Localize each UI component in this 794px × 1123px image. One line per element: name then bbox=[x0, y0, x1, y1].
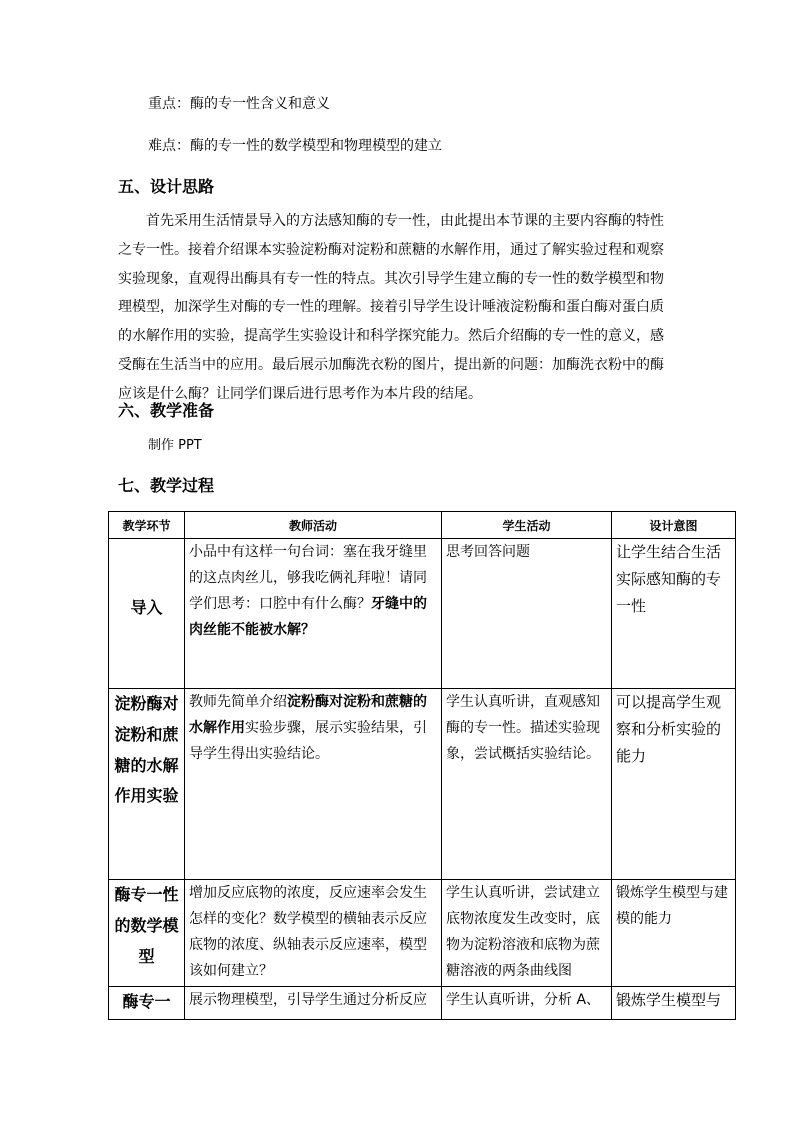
header-student: 学生活动 bbox=[442, 512, 612, 539]
table-row bbox=[109, 880, 736, 987]
teacher-text-post: 实验步骤，展示实验结果，引导学生得出实验结论。 bbox=[189, 720, 427, 762]
teacher-cell: 展示物理模型，引导学生通过分析反应 bbox=[185, 987, 442, 1020]
teacher-cell bbox=[185, 539, 442, 689]
table-row bbox=[109, 539, 736, 689]
teacher-text-pre: 教师先简单介绍 bbox=[189, 694, 287, 710]
preparation-text: 制作 PPT bbox=[148, 438, 202, 453]
difficulty-line: 难点：酶的专一性的数学模型和物理模型的建立 bbox=[148, 138, 442, 154]
stage-cell: 酶专一性的数学模型 bbox=[109, 880, 185, 987]
table-row bbox=[109, 987, 736, 1020]
header-intent: 设计意图 bbox=[612, 512, 736, 539]
intent-cell: 让学生结合生活实际感知酶的专一性 bbox=[612, 539, 736, 689]
section5-heading: 五、设计思路 bbox=[118, 177, 215, 196]
stage-cell: 酶专一 bbox=[109, 987, 185, 1020]
design-idea-paragraph: 首先采用生活情景导入的方法感知酶的专一性，由此提出本节课的主要内容酶的特性之专一性。接着介绍课本实验淀粉酶对淀粉和蔗糖的水解作用，通过了解实验过程和观察实验现象，直观得出酶具有专一性的特点。其次引导学生建立酶的专一性的数学模型和物理模型，加深学生对酶的专一性的理解。接着引导学生设计唾液淀粉酶和蛋白酶对蛋白质的水解作用的实验，提高学生实验设计和科学探究能力。然后介绍酶的专一性的意义，感受酶在生活当中的应用。最后展示加酶洗衣粉的图片，提出新的问题：加酶洗衣粉中的酶应该是什么酶？让同学们课后进行思考作为本片段的结尾。 bbox=[118, 213, 664, 402]
student-cell: 思考回答问题 bbox=[442, 539, 612, 689]
focus-line: 重点：酶的专一性含义和意义 bbox=[148, 96, 330, 112]
teaching-process-table bbox=[108, 511, 736, 1020]
stage-cell: 淀粉酶对淀粉和蔗糖的水解作用实验 bbox=[109, 689, 185, 880]
header-stage: 教学环节 bbox=[109, 512, 185, 539]
table-header-row bbox=[109, 512, 736, 539]
student-cell: 学生认真听讲，分析 A、 bbox=[442, 987, 612, 1020]
intent-cell: 锻炼学生模型与建模的能力 bbox=[612, 880, 736, 987]
teacher-text: 小品中有这样一句台词：塞在我牙缝里的这点肉丝儿，够我吃俩礼拜啦！请同学们思考：口腔中有什么酶？ bbox=[189, 544, 427, 612]
teacher-bold-text: 牙缝中的肉丝能不能被水解？ bbox=[189, 596, 427, 638]
stage-cell: 导入 bbox=[109, 539, 185, 689]
header-teacher: 教师活动 bbox=[185, 512, 442, 539]
intent-cell: 锻炼学生模型与 bbox=[612, 987, 736, 1020]
intent-cell: 可以提高学生观察和分析实验的能力 bbox=[612, 689, 736, 880]
section7-heading: 七、教学过程 bbox=[118, 476, 215, 495]
teacher-cell: 增加反应底物的浓度，反应速率会发生怎样的变化？数学模型的横轴表示反应底物的浓度、纵轴表示反应速率，模型该如何建立？ bbox=[185, 880, 442, 987]
student-cell: 学生认真听讲，直观感知酶的专一性。描述实验现象，尝试概括实验结论。 bbox=[442, 689, 612, 880]
section6-heading: 六、教学准备 bbox=[118, 401, 215, 420]
teacher-bold-text: 淀粉酶对淀粉和蔗糖的水解作用 bbox=[189, 694, 427, 736]
table-row bbox=[109, 689, 736, 880]
student-cell: 学生认真听讲，尝试建立底物浓度发生改变时，底物为淀粉溶液和底物为蔗糖溶液的两条曲线图 bbox=[442, 880, 612, 987]
teacher-cell bbox=[185, 689, 442, 880]
